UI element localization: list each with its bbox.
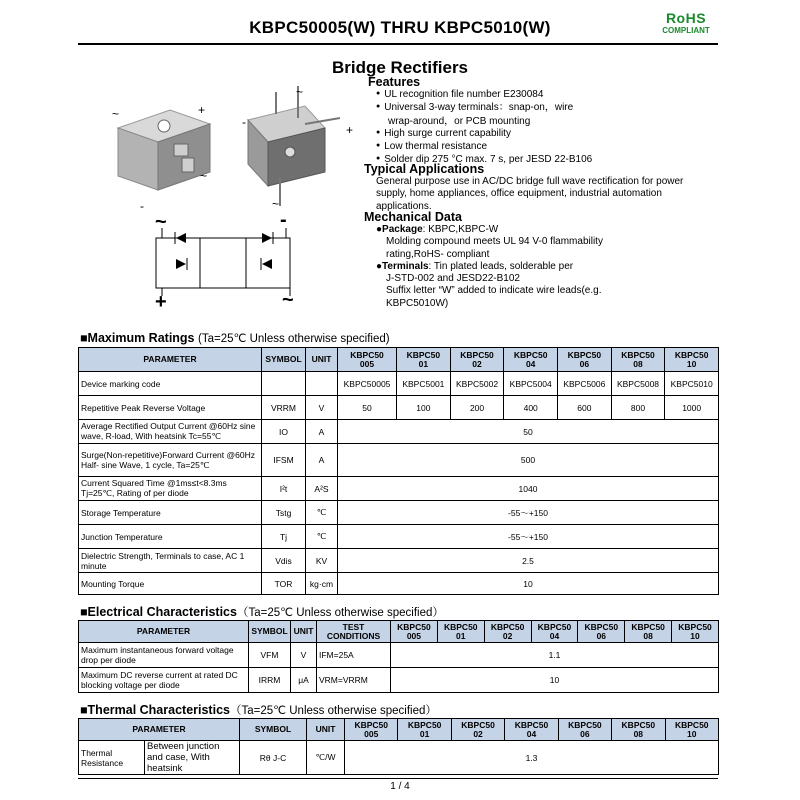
value-cell: 10: [338, 573, 719, 595]
table-row: [79, 643, 719, 668]
part-header: KBPC50 005: [345, 719, 398, 741]
value-cell: 2.5: [338, 549, 719, 573]
part-header: KBPC50 02: [484, 621, 531, 643]
condition-cell: IFM=25A: [317, 643, 391, 668]
rohs-compliant-text: COMPLIANT: [662, 26, 710, 35]
part-header: KBPC50 06: [558, 348, 612, 372]
unit-cell: A: [306, 420, 338, 444]
part-header: KBPC50 005: [391, 621, 438, 643]
part-header: KBPC50 08: [611, 348, 665, 372]
document-title: KBPC50005(W) THRU KBPC5010(W): [249, 18, 551, 37]
value-cell: 50: [338, 396, 397, 420]
part-header: KBPC50 06: [578, 621, 625, 643]
terminals-detail: KBPC5010W): [386, 297, 449, 309]
unit-cell: ℃: [306, 501, 338, 525]
param-cell: Junction Temperature: [79, 525, 262, 549]
circuit-ac-label-1: ~: [155, 211, 167, 233]
pin-plus-label-1: +: [198, 103, 206, 117]
value-cell: -55～+150: [338, 501, 719, 525]
symbol-cell: IRRM: [249, 668, 291, 693]
applications-line: supply, home appliances, office equipment, industrial automation: [376, 188, 662, 200]
applications-line: General purpose use in AC/DC bridge full wave rectification for power: [376, 176, 684, 187]
part-header: KBPC50 08: [612, 719, 665, 741]
unit-cell: V: [291, 643, 317, 668]
param-cell: Current Squared Time @1ms≤t<8.3ms Tj=25℃, Rating of per diode: [79, 477, 262, 501]
param-cell: Maximum instantaneous forward voltage drop per diode: [79, 643, 249, 668]
feature-item-cont: wrap-around，or PCB mounting: [388, 115, 531, 127]
symbol-cell: Tstg: [262, 501, 306, 525]
param-cell: Maximum DC reverse current at rated DC blocking voltage per diode: [79, 668, 249, 693]
part-header: KBPC50 005: [338, 348, 397, 372]
col-header: TEST CONDITIONS: [317, 621, 391, 643]
value-cell: 600: [558, 396, 612, 420]
col-header: UNIT: [291, 621, 317, 643]
thermal-condition: （Ta=25℃ Unless otherwise specified）: [229, 705, 437, 717]
pin-plus-label-2: +: [346, 123, 354, 137]
symbol-cell: Rθ J-C: [240, 741, 307, 775]
param-cell: Repetitive Peak Reverse Voltage: [79, 396, 262, 420]
unit-cell: ℃: [306, 525, 338, 549]
max-ratings-heading: ■Maximum Ratings (Ta=25℃ Unless otherwise specified): [80, 331, 390, 345]
value-cell: 800: [611, 396, 665, 420]
pin-ac-label-3: ~: [296, 85, 304, 99]
part-header: KBPC50 04: [531, 621, 578, 643]
circuit-plus-label: +: [155, 291, 167, 310]
footer-rule: [78, 778, 718, 779]
unit-cell: KV: [306, 549, 338, 573]
param-cell: Dielectric Strength, Terminals to case, AC 1 minute: [79, 549, 262, 573]
electrical-heading: ■Electrical Characteristics（Ta=25℃ Unless otherwise specified）: [80, 605, 444, 619]
electrical-table: [78, 620, 719, 693]
thermal-table: [78, 718, 719, 775]
col-header: PARAMETER: [79, 621, 249, 643]
table-row: [79, 573, 719, 595]
table-row: [79, 668, 719, 693]
param-cell: Average Rectified Output Current @60Hz sine wave, R-load, With heatsink Tc=55℃: [79, 420, 262, 444]
part-header: KBPC50 08: [625, 621, 672, 643]
applications-text: [376, 176, 683, 213]
col-header: UNIT: [306, 348, 338, 372]
col-header: PARAMETER: [79, 719, 240, 741]
unit-cell: A²S: [306, 477, 338, 501]
mechanical-text: [376, 224, 603, 310]
symbol-cell: VRRM: [262, 396, 306, 420]
part-header: KBPC50 06: [558, 719, 611, 741]
electrical-condition: （Ta=25℃ Unless otherwise specified）: [236, 607, 444, 619]
pin-minus-label-2: -: [242, 115, 246, 129]
thermal-heading: ■Thermal Characteristics（Ta=25℃ Unless otherwise specified）: [80, 703, 437, 717]
feature-item: ● Universal 3-way terminals：snap-on，wire: [376, 102, 592, 115]
pin-ac-label-4: ~: [272, 197, 280, 211]
part-header: KBPC50 10: [665, 719, 718, 741]
package-detail: rating,RoHS- compliant: [386, 248, 490, 260]
part-header: KBPC50 02: [450, 348, 504, 372]
table-row: [79, 396, 719, 420]
package-photo-2: [248, 86, 340, 206]
mechanical-heading: Mechanical Data: [364, 210, 462, 224]
terminals-detail: Suffix letter “W” added to indicate wire leads(e.g.: [386, 285, 602, 297]
param-cell: Thermal Resistance: [79, 741, 145, 775]
applications-heading: Typical Applications: [364, 162, 485, 176]
part-header: KBPC50 10: [665, 348, 719, 372]
param-cell: Mounting Torque: [79, 573, 262, 595]
part-header: KBPC50 01: [437, 621, 484, 643]
table-row: [79, 549, 719, 573]
symbol-cell: Vdis: [262, 549, 306, 573]
unit-cell: kg·cm: [306, 573, 338, 595]
desc-cell: Between junction and case, With heatsink: [145, 741, 240, 775]
table-row: [79, 420, 719, 444]
value-cell: 100: [397, 396, 451, 420]
rohs-text: RoHS: [665, 10, 707, 26]
feature-item: ● UL recognition file number E230084: [376, 89, 592, 102]
value-cell: KBPC5006: [558, 372, 612, 396]
page-number: 1 / 4: [390, 781, 410, 792]
part-header: KBPC50 01: [397, 348, 451, 372]
value-cell: 500: [338, 444, 719, 477]
col-header: SYMBOL: [249, 621, 291, 643]
value-cell: 50: [338, 420, 719, 444]
symbol-cell: TOR: [262, 573, 306, 595]
unit-cell: ℃/W: [307, 741, 345, 775]
param-cell: Device marking code: [79, 372, 262, 396]
table-row: [79, 477, 719, 501]
product-figure: [100, 78, 370, 310]
circuit-ac-label-2: ~: [282, 289, 294, 310]
param-cell: Storage Temperature: [79, 501, 262, 525]
col-header: PARAMETER: [79, 348, 262, 372]
value-cell: 1.3: [345, 741, 719, 775]
product-subtitle: Bridge Rectifiers: [331, 58, 469, 77]
param-cell: Surge(Non-repetitive)Forward Current @60Hz Half- sine Wave, 1 cycle, Ta=25℃: [79, 444, 262, 477]
symbol-cell: VFM: [249, 643, 291, 668]
part-header: KBPC50 04: [504, 348, 558, 372]
table-row: [79, 741, 719, 775]
feature-item: ● High surge current capability: [376, 128, 592, 141]
package-line: ●Package: KBPC,KBPC-W: [376, 224, 499, 235]
rohs-logo: [650, 10, 722, 35]
value-cell: KBPC5010: [665, 372, 719, 396]
feature-item: ● Solder dip 275 °C max. 7 s, per JESD 22-B106: [376, 154, 592, 167]
value-cell: 1000: [665, 396, 719, 420]
symbol-cell: IO: [262, 420, 306, 444]
package-detail: Molding compound meets UL 94 V-0 flammability: [386, 236, 603, 248]
unit-cell: A: [306, 444, 338, 477]
value-cell: KBPC5004: [504, 372, 558, 396]
col-header: SYMBOL: [240, 719, 307, 741]
max-ratings-table: [78, 347, 719, 595]
part-header: KBPC50 10: [672, 621, 719, 643]
circuit-minus-label: -: [280, 209, 287, 231]
part-header: KBPC50 04: [505, 719, 558, 741]
value-cell: KBPC5001: [397, 372, 451, 396]
condition-cell: VRM=VRRM: [317, 668, 391, 693]
pin-ac-label-1: ~: [112, 107, 120, 121]
pin-minus-label-1: -: [140, 199, 144, 213]
table-row: [79, 501, 719, 525]
terminals-line: ●Terminals: Tin plated leads, solderable per: [376, 260, 574, 272]
value-cell: 1040: [338, 477, 719, 501]
value-cell: 1.1: [391, 643, 719, 668]
unit-cell: μA: [291, 668, 317, 693]
value-cell: KBPC50005: [338, 372, 397, 396]
max-ratings-condition: (Ta=25℃ Unless otherwise specified): [198, 333, 390, 345]
part-header: KBPC50 02: [451, 719, 504, 741]
part-header: KBPC50 01: [398, 719, 451, 741]
applications-line: applications.: [376, 200, 432, 212]
value-cell: KBPC5008: [611, 372, 665, 396]
value-cell: 10: [391, 668, 719, 693]
terminals-detail: J-STD-002 and JESD22-B102: [386, 273, 520, 285]
symbol-cell: IFSM: [262, 444, 306, 477]
table-row: [79, 372, 719, 396]
symbol-cell: I²t: [262, 477, 306, 501]
features-heading: Features: [368, 75, 421, 89]
value-cell: 200: [450, 396, 504, 420]
pin-ac-label-2: ~: [200, 169, 208, 183]
header-rule: [78, 43, 718, 45]
feature-item: ● Low thermal resistance: [376, 141, 592, 154]
value-cell: KBPC5002: [450, 372, 504, 396]
features-list: [376, 89, 592, 168]
table-row: [79, 525, 719, 549]
package-photo-1: [118, 110, 210, 190]
unit-cell: V: [306, 396, 338, 420]
col-header: UNIT: [307, 719, 345, 741]
col-header: SYMBOL: [262, 348, 306, 372]
table-row: [79, 444, 719, 477]
value-cell: 400: [504, 396, 558, 420]
symbol-cell: Tj: [262, 525, 306, 549]
value-cell: -55～+150: [338, 525, 719, 549]
